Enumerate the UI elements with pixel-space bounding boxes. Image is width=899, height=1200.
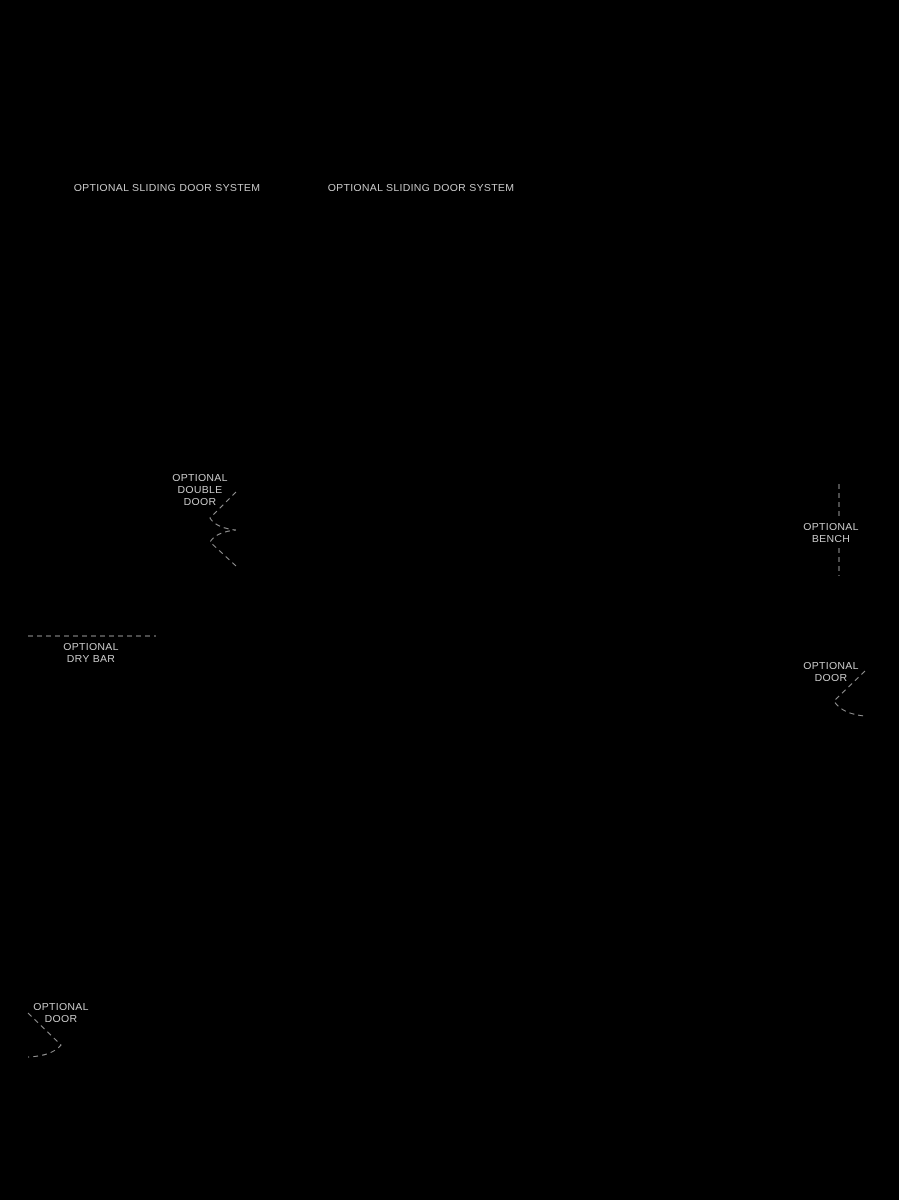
door-left-label-line-2: DOOR <box>44 1013 78 1025</box>
door-right-label-line-1: OPTIONAL <box>803 660 859 672</box>
double-door-label-line-1: OPTIONAL <box>172 472 228 484</box>
bench-label-line-2: BENCH <box>811 533 851 545</box>
sliding-door-label-right: OPTIONAL SLIDING DOOR SYSTEM <box>327 182 515 194</box>
bench-label-line-1: OPTIONAL <box>803 521 859 533</box>
double-door-label-line-3: DOOR <box>183 496 217 508</box>
sliding-door-label-left: OPTIONAL SLIDING DOOR SYSTEM <box>73 182 261 194</box>
dry-bar-label-line-1: OPTIONAL <box>63 641 119 653</box>
door-left-label-line-1: OPTIONAL <box>33 1001 89 1013</box>
dry-bar-label-line-2: DRY BAR <box>66 653 116 665</box>
double-door-label-line-2: DOUBLE <box>177 484 223 496</box>
door-right-label-line-2: DOOR <box>814 672 848 684</box>
